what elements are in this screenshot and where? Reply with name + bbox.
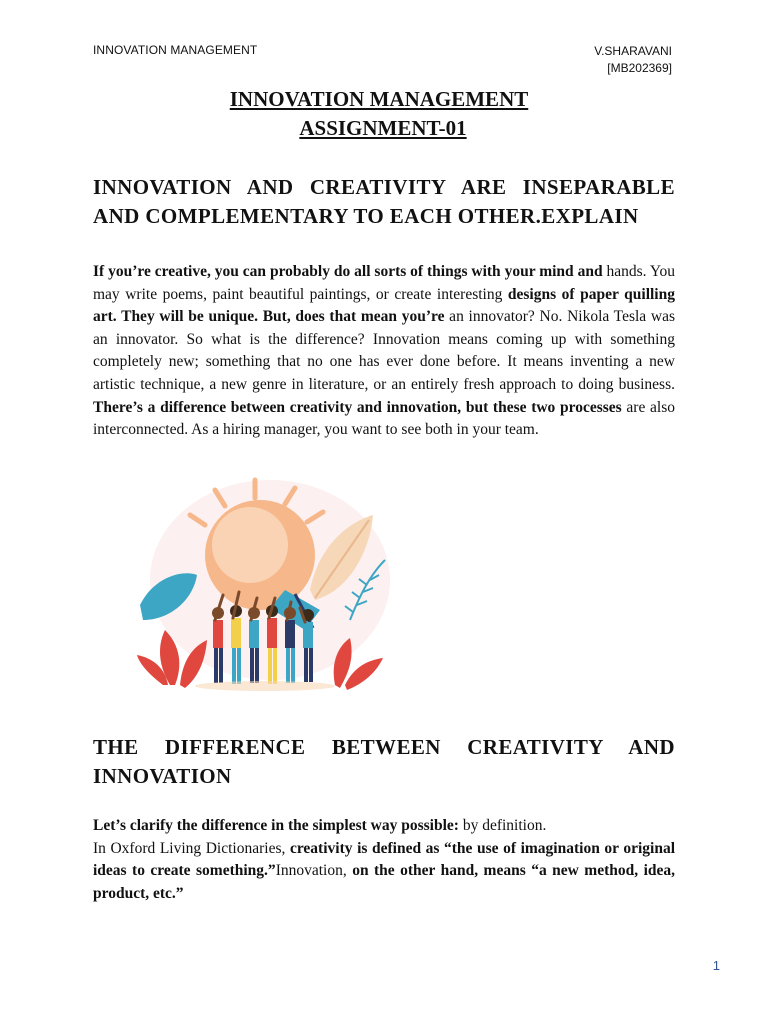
author-name: V.SHARAVANI — [594, 44, 672, 58]
text-run: In Oxford Living Dictionaries, — [93, 839, 290, 857]
section-heading-1: INNOVATION AND CREATIVITY ARE INSEPARABLE AND COMPLEMENTARY TO EACH OTHER.EXPLAIN — [93, 175, 675, 228]
section-heading-2: THE DIFFERENCE BETWEEN CREATIVITY AND INNOVATION — [93, 735, 675, 788]
text-run: hands. You may write poems, paint beautiful paintings, or create interesting — [93, 263, 675, 303]
author-id: [MB202369] — [607, 61, 672, 75]
running-header-title: INNOVATION MANAGEMENT — [93, 43, 258, 57]
body-paragraph-2 — [93, 815, 675, 905]
text-run: creativity is defined as “the use of imagination or original ideas to create something.” — [93, 839, 675, 880]
page-number: 1 — [712, 958, 720, 973]
text-run: There’s a difference between creativity and innovation, but these two processes — [93, 398, 622, 416]
text-run: designs of paper quilling art. They will be unique. But, does that mean you’re — [93, 285, 675, 326]
body-paragraph-1 — [93, 261, 675, 442]
text-run: by definition. — [458, 817, 547, 834]
lightbulb-team-illustration — [135, 470, 395, 700]
text-run: If you’re creative, you can probably do all sorts of things with your mind and — [93, 263, 603, 280]
text-run: on the other hand, means “a new method, idea, product, etc.” — [93, 862, 676, 902]
text-run: an innovator? No. Nikola Tesla was an innovator. So what is the difference? Innovation means coming up with something completely new; something that no one has ever done before. It means inventing a new artistic technique, a new genre in literature, or an entirely fresh approach to doing business. — [93, 308, 675, 393]
text-run: Innovation, — [275, 862, 353, 880]
text-run: are also interconnected. As a hiring manager, you want to see both in your team. — [93, 398, 676, 439]
assignment-number: ASSIGNMENT-01 — [299, 116, 467, 140]
running-header-author — [594, 43, 672, 77]
text-run: Let’s clarify the difference in the simplest way possible: — [93, 817, 459, 834]
document-title: INNOVATION MANAGEMENT — [229, 87, 529, 111]
